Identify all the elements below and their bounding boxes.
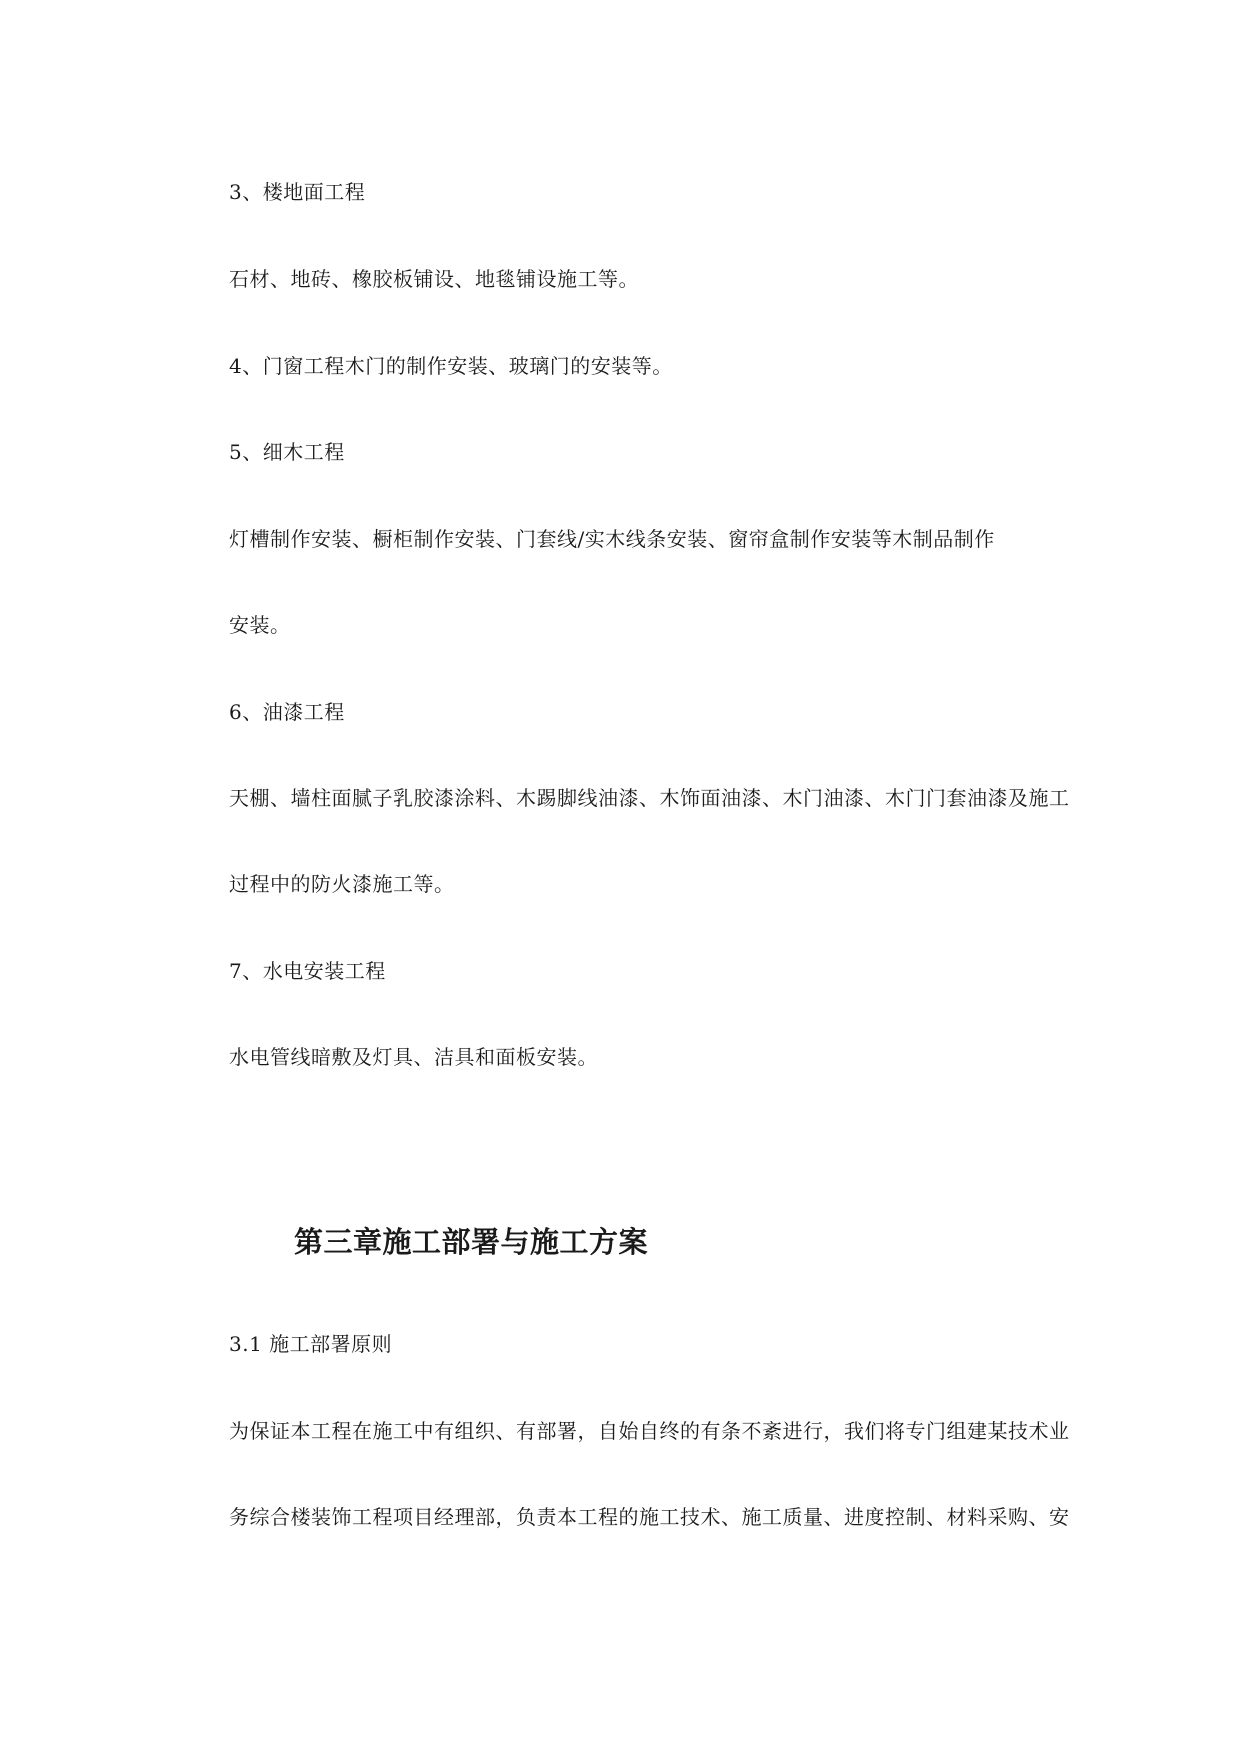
item-3-heading: 3、楼地面工程: [229, 180, 366, 204]
item-7-body: 水电管线暗敷及灯具、洁具和面板安装。: [229, 1045, 598, 1069]
item-5-heading: 5、细木工程: [229, 440, 345, 464]
item-7-heading: 7、水电安装工程: [229, 959, 386, 983]
item-3-body: 石材、地砖、橡胶板铺设、地毯铺设施工等。: [229, 267, 639, 291]
item-6-body-line-2: 过程中的防火漆施工等。: [229, 872, 455, 896]
item-6-body-line-1: 天棚、墙柱面腻子乳胶漆涂料、木踢脚线油漆、木饰面油漆、木门油漆、木门门套油漆及施工: [229, 786, 1070, 810]
section-body-line-2: 务综合楼装饰工程项目经理部，负责本工程的施工技术、施工质量、进度控制、材料采购、安: [229, 1505, 1070, 1529]
item-4-heading: 4、门窗工程木门的制作安装、玻璃门的安装等。: [229, 354, 673, 378]
section-title: 3.1 施工部署原则: [229, 1332, 393, 1356]
item-5-body-line-2: 安装。: [229, 613, 291, 637]
chapter-title: 第三章施工部署与施工方案: [294, 1225, 649, 1259]
item-5-body-line-1: 灯槽制作安装、橱柜制作安装、门套线/实木线条安装、窗帘盒制作安装等木制品制作: [229, 527, 995, 551]
item-6-heading: 6、油漆工程: [229, 700, 345, 724]
section-body-line-1: 为保证本工程在施工中有组织、有部署，自始自终的有条不紊进行，我们将专门组建某技术业: [229, 1419, 1070, 1443]
